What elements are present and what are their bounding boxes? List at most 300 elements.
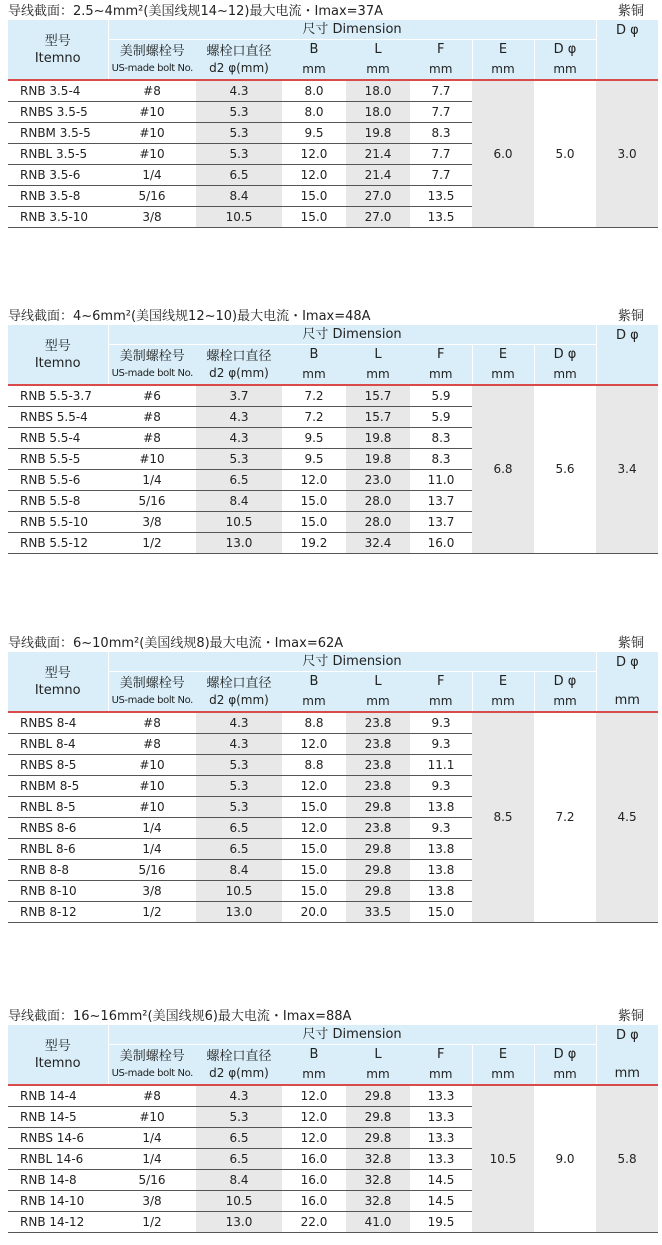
cell-model: RNB 5.5-5 — [8, 448, 108, 469]
cell-bolt: #6 — [108, 385, 196, 406]
cell-model: RNB 5.5-4 — [8, 427, 108, 448]
header-bolt-en: US-made bolt No. — [111, 368, 193, 379]
header-l: L — [346, 39, 410, 60]
cell-bolt: 1/4 — [108, 164, 196, 185]
header-dphi-unit: mm — [534, 1065, 596, 1084]
cell-bolt: #10 — [108, 796, 196, 817]
cell-l: 15.7 — [346, 385, 410, 406]
cell-f: 16.0 — [410, 532, 472, 553]
header-model — [8, 20, 108, 79]
header-bolt-cn: 美制螺栓号 — [119, 1049, 185, 1064]
header-model-cn: 型号 — [44, 338, 71, 354]
cell-Dphi: 3.0 — [596, 80, 658, 227]
cell-l: 29.8 — [346, 838, 410, 859]
spec-table — [8, 20, 658, 228]
cell-bolt: 5/16 — [108, 185, 196, 206]
cell-l: 32.8 — [346, 1169, 410, 1190]
cell-model: RNBS 8-5 — [8, 754, 108, 775]
cell-model: RNBL 3.5-5 — [8, 143, 108, 164]
cell-dia: 4.3 — [196, 712, 282, 733]
header-e: E — [472, 1044, 534, 1065]
material-label: 紫铜 — [617, 1009, 644, 1024]
header-f-unit: mm — [410, 692, 472, 711]
cell-Dphi: 3.4 — [596, 385, 658, 553]
cell-l: 32.8 — [346, 1190, 410, 1211]
cell-model: RNBS 3.5-5 — [8, 101, 108, 122]
cell-b: 15.0 — [282, 511, 346, 532]
cell-l: 27.0 — [346, 185, 410, 206]
header-l: L — [346, 344, 410, 365]
cell-f: 8.3 — [410, 122, 472, 143]
header-Dphi-unit: mm — [614, 1066, 640, 1081]
cell-bolt: #10 — [108, 143, 196, 164]
cell-e: 10.5 — [472, 1085, 534, 1232]
cell-b: 12.0 — [282, 817, 346, 838]
cell-f: 9.3 — [410, 817, 472, 838]
header-dphi-unit: mm — [534, 60, 596, 79]
cell-b: 12.0 — [282, 164, 346, 185]
header-dia — [196, 39, 282, 79]
cell-b: 16.0 — [282, 1190, 346, 1211]
cell-dia: 6.5 — [196, 817, 282, 838]
cell-l: 32.8 — [346, 1148, 410, 1169]
cell-model: RNB 3.5-10 — [8, 206, 108, 227]
cell-model: RNB 3.5-8 — [8, 185, 108, 206]
cell-Dphi: 5.8 — [596, 1085, 658, 1232]
header-e-unit: mm — [472, 365, 534, 384]
header-b: B — [282, 344, 346, 365]
cell-dia: 8.4 — [196, 490, 282, 511]
header-model-cn: 型号 — [44, 33, 71, 49]
cell-f: 13.3 — [410, 1127, 472, 1148]
cell-f: 14.5 — [410, 1169, 472, 1190]
cell-b: 8.0 — [282, 101, 346, 122]
cell-f: 7.7 — [410, 80, 472, 101]
cell-b: 15.0 — [282, 838, 346, 859]
cell-l: 28.0 — [346, 511, 410, 532]
header-Dphi-label: D φ — [615, 23, 639, 38]
header-bolt — [108, 344, 196, 384]
cell-l: 19.8 — [346, 427, 410, 448]
cell-dia: 3.7 — [196, 385, 282, 406]
header-dia-cn: 螺栓口直径 — [206, 676, 272, 691]
header-Dphi — [596, 1025, 658, 1084]
cell-dia: 5.3 — [196, 754, 282, 775]
cell-model: RNB 5.5-10 — [8, 511, 108, 532]
header-e: E — [472, 671, 534, 692]
cell-dia: 6.5 — [196, 1148, 282, 1169]
cell-l: 33.5 — [346, 901, 410, 922]
cell-l: 29.8 — [346, 1085, 410, 1106]
cell-f: 11.1 — [410, 754, 472, 775]
table-row — [8, 385, 658, 406]
cell-b: 22.0 — [282, 1211, 346, 1232]
cell-f: 8.3 — [410, 448, 472, 469]
header-f: F — [410, 671, 472, 692]
header-e: E — [472, 344, 534, 365]
cell-model: RNB 14-5 — [8, 1106, 108, 1127]
cell-l: 21.4 — [346, 164, 410, 185]
cell-b: 9.5 — [282, 427, 346, 448]
cell-l: 19.8 — [346, 448, 410, 469]
cell-b: 15.0 — [282, 185, 346, 206]
header-e-unit: mm — [472, 1065, 534, 1084]
header-dia-en: d2 φ(mm) — [209, 366, 269, 380]
header-model-en: Itemno — [34, 1055, 81, 1071]
cell-dia: 10.5 — [196, 206, 282, 227]
cell-l: 41.0 — [346, 1211, 410, 1232]
cell-b: 15.0 — [282, 859, 346, 880]
cell-model: RNBS 5.5-4 — [8, 406, 108, 427]
cell-bolt: #8 — [108, 1085, 196, 1106]
cell-f: 13.3 — [410, 1148, 472, 1169]
cell-bolt: #8 — [108, 712, 196, 733]
cell-b: 9.5 — [282, 448, 346, 469]
cell-dia: 4.3 — [196, 406, 282, 427]
header-dia-cn: 螺栓口直径 — [206, 44, 272, 59]
cell-l: 28.0 — [346, 490, 410, 511]
cell-l: 18.0 — [346, 101, 410, 122]
cell-b: 7.2 — [282, 385, 346, 406]
cell-bolt: #8 — [108, 733, 196, 754]
cell-bolt: #10 — [108, 754, 196, 775]
cell-f: 13.8 — [410, 859, 472, 880]
cell-bolt: 1/2 — [108, 901, 196, 922]
header-model — [8, 325, 108, 384]
cell-b: 15.0 — [282, 206, 346, 227]
cell-model: RNBL 14-6 — [8, 1148, 108, 1169]
cell-f: 15.0 — [410, 901, 472, 922]
cell-bolt: 5/16 — [108, 490, 196, 511]
cell-dia: 6.5 — [196, 838, 282, 859]
header-b-unit: mm — [282, 60, 346, 79]
cell-f: 11.0 — [410, 469, 472, 490]
cell-model: RNB 5.5-6 — [8, 469, 108, 490]
cell-e: 6.8 — [472, 385, 534, 553]
cell-bolt: 3/8 — [108, 1190, 196, 1211]
cell-bolt: #10 — [108, 1106, 196, 1127]
cell-dphi: 7.2 — [534, 712, 596, 922]
header-dia-en: d2 φ(mm) — [209, 1066, 269, 1080]
header-Dphi-unit: mm — [614, 693, 640, 708]
cell-model: RNB 5.5-8 — [8, 490, 108, 511]
header-model — [8, 1025, 108, 1084]
header-dia-en: d2 φ(mm) — [209, 693, 269, 707]
header-b: B — [282, 671, 346, 692]
cell-model: RNBM 8-5 — [8, 775, 108, 796]
cell-dia: 8.4 — [196, 859, 282, 880]
header-model-en: Itemno — [34, 50, 81, 66]
cell-bolt: #8 — [108, 80, 196, 101]
cell-bolt: 5/16 — [108, 859, 196, 880]
cell-l: 29.8 — [346, 796, 410, 817]
cell-dia: 4.3 — [196, 733, 282, 754]
cell-model: RNB 14-4 — [8, 1085, 108, 1106]
cell-dia: 4.3 — [196, 1085, 282, 1106]
cell-l: 23.8 — [346, 712, 410, 733]
section-header — [8, 0, 658, 20]
header-dimension: 尺寸 Dimension — [108, 325, 596, 344]
cell-b: 16.0 — [282, 1148, 346, 1169]
cell-model: RNB 14-12 — [8, 1211, 108, 1232]
cell-bolt: #10 — [108, 775, 196, 796]
header-dia-cn: 螺栓口直径 — [206, 1049, 272, 1064]
header-bolt — [108, 39, 196, 79]
cell-l: 21.4 — [346, 143, 410, 164]
section-header — [8, 632, 658, 652]
cell-dia: 8.4 — [196, 1169, 282, 1190]
header-l: L — [346, 1044, 410, 1065]
cell-f: 13.5 — [410, 185, 472, 206]
cell-f: 5.9 — [410, 406, 472, 427]
header-Dphi — [596, 652, 658, 711]
header-dphi: D φ — [534, 1044, 596, 1065]
section-header — [8, 1005, 658, 1025]
cell-dia: 10.5 — [196, 880, 282, 901]
cell-dphi: 5.0 — [534, 80, 596, 227]
cell-Dphi: 4.5 — [596, 712, 658, 922]
header-Dphi-label: D φ — [615, 655, 639, 670]
header-f: F — [410, 39, 472, 60]
cell-b: 12.0 — [282, 775, 346, 796]
cell-f: 13.3 — [410, 1085, 472, 1106]
cell-bolt: 1/4 — [108, 817, 196, 838]
header-dphi: D φ — [534, 39, 596, 60]
section-title: 导线截面：4~6mm²(美国线规12~10)最大电流・Imax=48A — [8, 309, 371, 324]
cell-dia: 13.0 — [196, 532, 282, 553]
cell-b: 19.2 — [282, 532, 346, 553]
cell-l: 29.8 — [346, 880, 410, 901]
cell-b: 15.0 — [282, 490, 346, 511]
header-l-unit: mm — [346, 692, 410, 711]
header-bolt — [108, 671, 196, 711]
cell-l: 19.8 — [346, 122, 410, 143]
table-row — [8, 80, 658, 101]
cell-dphi: 5.6 — [534, 385, 596, 553]
header-f: F — [410, 1044, 472, 1065]
cell-b: 15.0 — [282, 880, 346, 901]
cell-l: 32.4 — [346, 532, 410, 553]
header-f-unit: mm — [410, 365, 472, 384]
header-e-unit: mm — [472, 692, 534, 711]
header-bolt-cn: 美制螺栓号 — [119, 676, 185, 691]
cell-f: 9.3 — [410, 733, 472, 754]
header-model-cn: 型号 — [44, 665, 71, 681]
cell-bolt: #8 — [108, 427, 196, 448]
cell-bolt: 3/8 — [108, 880, 196, 901]
cell-f: 7.7 — [410, 101, 472, 122]
cell-f: 5.9 — [410, 385, 472, 406]
spec-section — [8, 0, 658, 228]
cell-f: 13.5 — [410, 206, 472, 227]
cell-model: RNBL 8-5 — [8, 796, 108, 817]
material-label: 紫铜 — [617, 4, 644, 19]
cell-model: RNBL 8-4 — [8, 733, 108, 754]
header-Dphi-label: D φ — [615, 1028, 639, 1043]
header-dimension: 尺寸 Dimension — [108, 652, 596, 671]
cell-model: RNBS 14-6 — [8, 1127, 108, 1148]
cell-model: RNBS 8-4 — [8, 712, 108, 733]
cell-e: 6.0 — [472, 80, 534, 227]
cell-f: 13.7 — [410, 511, 472, 532]
cell-l: 27.0 — [346, 206, 410, 227]
cell-b: 12.0 — [282, 1085, 346, 1106]
cell-l: 15.7 — [346, 406, 410, 427]
header-e: E — [472, 39, 534, 60]
header-Dphi — [596, 325, 658, 384]
header-e-unit: mm — [472, 60, 534, 79]
cell-l: 23.8 — [346, 817, 410, 838]
cell-dia: 13.0 — [196, 901, 282, 922]
header-b-unit: mm — [282, 692, 346, 711]
header-bolt-en: US-made bolt No. — [111, 695, 193, 706]
spec-section — [8, 1005, 658, 1233]
cell-l: 23.8 — [346, 754, 410, 775]
header-dia-en: d2 φ(mm) — [209, 61, 269, 75]
header-l: L — [346, 671, 410, 692]
cell-b: 9.5 — [282, 122, 346, 143]
header-l-unit: mm — [346, 1065, 410, 1084]
header-model-en: Itemno — [34, 682, 81, 698]
cell-dia: 10.5 — [196, 511, 282, 532]
cell-model: RNBS 8-6 — [8, 817, 108, 838]
header-dphi: D φ — [534, 671, 596, 692]
section-title: 导线截面：6~10mm²(美国线规8)最大电流・Imax=62A — [8, 636, 344, 651]
header-model — [8, 652, 108, 711]
header-Dphi-label: D φ — [615, 328, 639, 343]
cell-f: 9.3 — [410, 775, 472, 796]
header-dphi-unit: mm — [534, 365, 596, 384]
header-dia-cn: 螺栓口直径 — [206, 349, 272, 364]
table-row — [8, 1085, 658, 1106]
cell-dia: 13.0 — [196, 1211, 282, 1232]
cell-dia: 4.3 — [196, 80, 282, 101]
header-dimension: 尺寸 Dimension — [108, 20, 596, 39]
header-l-unit: mm — [346, 365, 410, 384]
cell-bolt: 5/16 — [108, 1169, 196, 1190]
cell-bolt: 1/2 — [108, 1211, 196, 1232]
cell-l: 23.8 — [346, 775, 410, 796]
header-model-cn: 型号 — [44, 1038, 71, 1054]
cell-dia: 5.3 — [196, 796, 282, 817]
cell-f: 7.7 — [410, 143, 472, 164]
spec-table — [8, 652, 658, 923]
cell-dia: 5.3 — [196, 448, 282, 469]
cell-dia: 5.3 — [196, 122, 282, 143]
cell-f: 13.7 — [410, 490, 472, 511]
header-f-unit: mm — [410, 60, 472, 79]
spec-section — [8, 305, 658, 554]
cell-f: 19.5 — [410, 1211, 472, 1232]
cell-l: 29.8 — [346, 1127, 410, 1148]
cell-l: 23.0 — [346, 469, 410, 490]
table-row — [8, 712, 658, 733]
header-model-en: Itemno — [34, 355, 81, 371]
header-dia — [196, 671, 282, 711]
cell-b: 8.0 — [282, 80, 346, 101]
section-title: 导线截面：2.5~4mm²(美国线规14~12)最大电流・Imax=37A — [8, 4, 383, 19]
cell-dia: 4.3 — [196, 427, 282, 448]
cell-model: RNB 14-8 — [8, 1169, 108, 1190]
header-bolt-en: US-made bolt No. — [111, 1068, 193, 1079]
header-bolt-cn: 美制螺栓号 — [119, 44, 185, 59]
cell-b: 7.2 — [282, 406, 346, 427]
cell-dia: 5.3 — [196, 775, 282, 796]
cell-model: RNBM 3.5-5 — [8, 122, 108, 143]
header-bolt-cn: 美制螺栓号 — [119, 349, 185, 364]
cell-dphi: 9.0 — [534, 1085, 596, 1232]
cell-model: RNB 5.5-12 — [8, 532, 108, 553]
header-f-unit: mm — [410, 1065, 472, 1084]
cell-b: 8.8 — [282, 754, 346, 775]
spec-section — [8, 632, 658, 923]
cell-dia: 5.3 — [196, 101, 282, 122]
cell-bolt: 1/2 — [108, 532, 196, 553]
cell-b: 8.8 — [282, 712, 346, 733]
cell-model: RNB 8-10 — [8, 880, 108, 901]
header-dia — [196, 344, 282, 384]
cell-f: 9.3 — [410, 712, 472, 733]
header-dia — [196, 1044, 282, 1084]
header-bolt — [108, 1044, 196, 1084]
cell-dia: 5.3 — [196, 143, 282, 164]
cell-b: 16.0 — [282, 1169, 346, 1190]
material-label: 紫铜 — [617, 309, 644, 324]
cell-f: 7.7 — [410, 164, 472, 185]
cell-b: 12.0 — [282, 469, 346, 490]
header-dimension: 尺寸 Dimension — [108, 1025, 596, 1044]
header-bolt-en: US-made bolt No. — [111, 63, 193, 74]
cell-b: 12.0 — [282, 733, 346, 754]
spec-table — [8, 1025, 658, 1233]
header-b: B — [282, 1044, 346, 1065]
cell-dia: 6.5 — [196, 164, 282, 185]
cell-model: RNB 8-12 — [8, 901, 108, 922]
cell-bolt: 1/4 — [108, 1148, 196, 1169]
header-Dphi — [596, 20, 658, 79]
cell-f: 8.3 — [410, 427, 472, 448]
cell-dia: 6.5 — [196, 469, 282, 490]
cell-f: 13.8 — [410, 796, 472, 817]
cell-bolt: 1/4 — [108, 838, 196, 859]
cell-dia: 10.5 — [196, 1190, 282, 1211]
cell-b: 12.0 — [282, 143, 346, 164]
cell-f: 13.8 — [410, 838, 472, 859]
cell-bolt: #10 — [108, 448, 196, 469]
cell-dia: 6.5 — [196, 1127, 282, 1148]
cell-bolt: 1/4 — [108, 469, 196, 490]
cell-model: RNB 14-10 — [8, 1190, 108, 1211]
cell-dia: 5.3 — [196, 1106, 282, 1127]
cell-b: 12.0 — [282, 1106, 346, 1127]
spec-table — [8, 325, 658, 554]
cell-bolt: 3/8 — [108, 206, 196, 227]
cell-bolt: #10 — [108, 101, 196, 122]
header-b-unit: mm — [282, 1065, 346, 1084]
cell-b: 15.0 — [282, 796, 346, 817]
section-title: 导线截面：16~16mm²(美国线规6)最大电流・Imax=88A — [8, 1009, 352, 1024]
cell-bolt: #10 — [108, 122, 196, 143]
cell-model: RNB 8-8 — [8, 859, 108, 880]
material-label: 紫铜 — [617, 636, 644, 651]
cell-l: 18.0 — [346, 80, 410, 101]
cell-model: RNB 5.5-3.7 — [8, 385, 108, 406]
header-f: F — [410, 344, 472, 365]
cell-bolt: 3/8 — [108, 511, 196, 532]
header-b: B — [282, 39, 346, 60]
cell-dia: 8.4 — [196, 185, 282, 206]
cell-model: RNB 3.5-6 — [8, 164, 108, 185]
